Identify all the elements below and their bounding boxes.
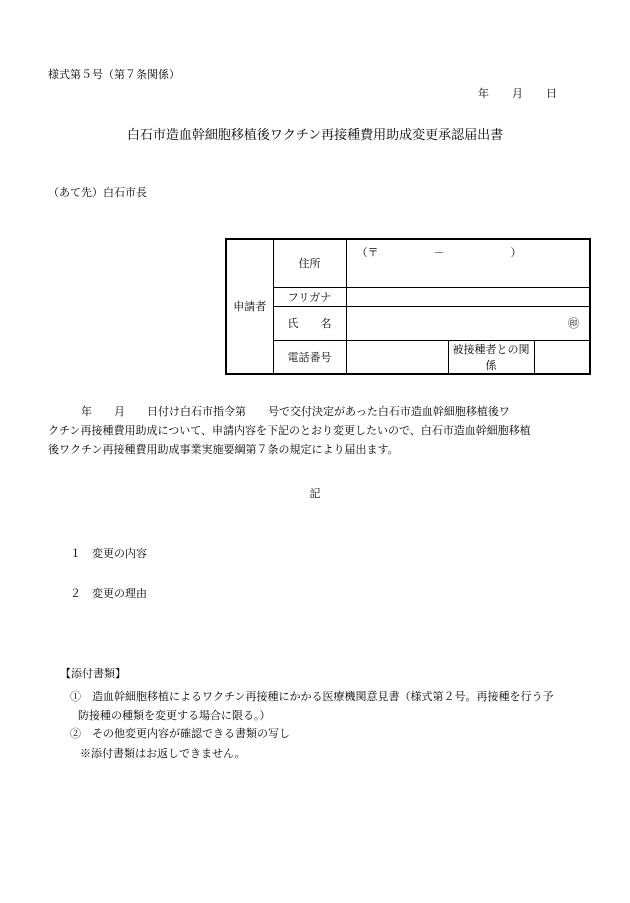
date-day: 日 [546,87,557,100]
name-label: 氏 名 [273,306,346,340]
item-change-content: １ 変更の内容 [70,547,147,560]
postal-code-placeholder: （〒 － ） [356,246,522,259]
furigana-label: フリガナ [273,287,346,306]
address-label: 住所 [273,239,346,287]
furigana-field[interactable] [346,287,590,306]
attachment-item-1-line-2: 防接種の種類を変更する場合に限る。） [78,709,271,722]
attachments-heading: 【添付書類】 [60,667,126,680]
attachment-item-1-line-1: ① 造血幹細胞移植によるワクチン再接種にかかる医療機関意見書（様式第２号。再接種を行う予 [70,690,554,703]
applicant-table [225,238,591,375]
applicant-group-label: 申請者 [226,239,273,374]
date-line [478,85,557,101]
date-year: 年 [478,87,489,100]
document-title: 白石市造血幹細胞移植後ワクチン再接種費用助成変更承認届出書 [126,128,504,143]
item-change-reason: ２ 変更の理由 [70,587,147,600]
attachment-note: ※添付書類はお返しできません。 [80,747,246,760]
attachment-item-2: ② その他変更内容が確認できる書類の写し [70,727,290,740]
body-line-1: 年 月 日付け白石市指令第 号で交付決定があった白石市造血幹細胞移植後ワ [48,405,510,418]
date-month: 月 [512,87,523,100]
relation-label: 被接種者との関係 [448,340,534,374]
form-number: 様式第５号（第７条関係） [48,68,180,81]
phone-field[interactable] [346,340,448,374]
address-field[interactable] [346,239,590,287]
phone-label: 電話番号 [273,340,346,374]
body-line-2: クチン再接種費用助成について、申請内容を下記のとおり変更したいので、白石市造血幹細胞移植 [48,424,531,437]
relation-field[interactable] [534,340,590,374]
addressee: （あて先）白石市長 [48,186,147,199]
name-field[interactable] [346,306,590,340]
ki-marker: 記 [309,487,321,500]
seal-mark: ㊞ [568,317,579,330]
body-line-3: 後ワクチン再接種費用助成事業実施要綱第７条の規定により届出ます。 [48,443,399,456]
